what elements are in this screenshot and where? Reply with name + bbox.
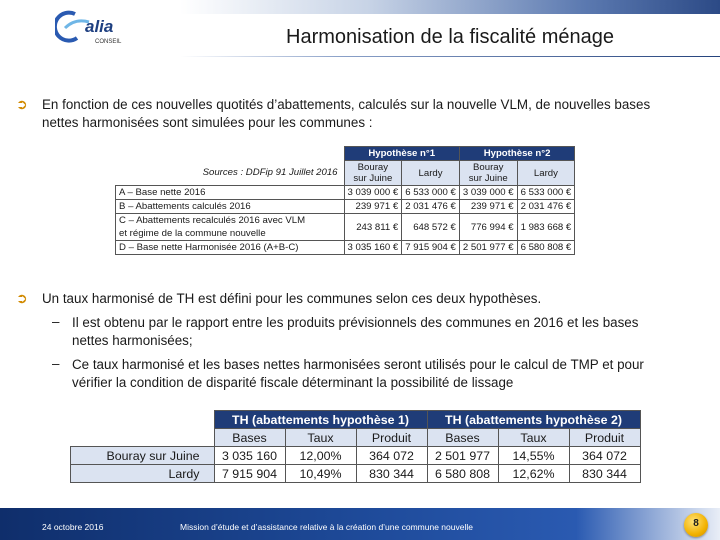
hypothese-2-header: Hypothèse n°2 [459, 147, 574, 161]
page-title: Harmonisation de la fiscalité ménage [286, 26, 614, 48]
bullet-1-line-2: nettes harmonisées sont simulées pour les communes : [42, 115, 373, 130]
table-row: A – Base nette 2016 3 039 000 € 6 533 000 € 3 039 000 € 6 533 000 € [116, 186, 575, 200]
title-divider [180, 56, 720, 57]
sub-bullet-1-line-1: Il est obtenu par le rapport entre les produits prévisionnels des communes en 2016 et les bases [72, 315, 639, 330]
sub-bullet-2-line-2: vérifier la condition de disparité fiscale déterminant la possibilité de lissage [72, 375, 514, 390]
col-lardy: Lardy [517, 161, 575, 186]
sub-bullet-2-line-1: Ce taux harmonisé et les bases nettes harmonisées seront utilisés pour le calcul de TMP et pour [72, 357, 644, 372]
svg-text:alia: alia [85, 17, 114, 36]
dash-marker: – [52, 314, 60, 329]
col-bouray: Bouray sur Juine [344, 161, 402, 186]
th-hypothese-2-header: TH (abattements hypothèse 2) [427, 411, 640, 429]
table-row: C – Abattements recalculés 2016 avec VLM et régime de la commune nouvelle 243 811 € 648 572 € 776 994 € 1 983 668 € [116, 214, 575, 241]
calia-logo [55, 8, 140, 48]
page-number: 8 [693, 518, 699, 529]
bullet-arrow-icon: ➲ [16, 290, 28, 306]
top-decor-bar [180, 0, 720, 14]
hypothese-1-header: Hypothèse n°1 [344, 147, 459, 161]
col-lardy: Lardy [402, 161, 460, 186]
sub-bullet-1-line-2: nettes harmonisées; [72, 333, 193, 348]
th-hypothese-1-header: TH (abattements hypothèse 1) [214, 411, 427, 429]
footer-mission: Mission d’étude et d’assistance relative à la création d’une commune nouvelle [180, 522, 473, 532]
table-row: D – Base nette Harmonisée 2016 (A+B-C) 3 035 160 € 7 915 904 € 2 501 977 € 6 580 808 € [116, 241, 575, 255]
taux-harmonise-table: TH (abattements hypothèse 1) TH (abattements hypothèse 2) Bases Taux Produit Bases Taux Produit Bouray sur Juine 3 035 160 12,00% 364 072 2 501 977 14,55% 364 072 Lardy 7 915 904 10,49% 830 344 6 580 808 12,62% 830 344 [70, 410, 641, 483]
svg-text:CONSEIL: CONSEIL [95, 39, 122, 45]
source-note: Sources : DDFip 91 Juillet 2016 [202, 167, 338, 179]
abattements-table [115, 146, 575, 255]
table-row: B – Abattements calculés 2016 239 971 € 2 031 476 € 239 971 € 2 031 476 € [116, 200, 575, 214]
col-bouray: Bouray sur Juine [459, 161, 517, 186]
bullet-2-text: Un taux harmonisé de TH est défini pour les communes selon ces deux hypothèses. [42, 291, 542, 306]
table-row: Lardy 7 915 904 10,49% 830 344 6 580 808 12,62% 830 344 [71, 465, 641, 483]
bullet-arrow-icon: ➲ [16, 96, 28, 112]
bullet-1-line-1: En fonction de ces nouvelles quotités d’abattements, calculés sur la nouvelle VLM, de nouvelles bases [42, 97, 651, 112]
footer-date: 24 octobre 2016 [42, 522, 104, 532]
dash-marker: – [52, 356, 60, 371]
table-row: Bouray sur Juine 3 035 160 12,00% 364 072 2 501 977 14,55% 364 072 [71, 447, 641, 465]
